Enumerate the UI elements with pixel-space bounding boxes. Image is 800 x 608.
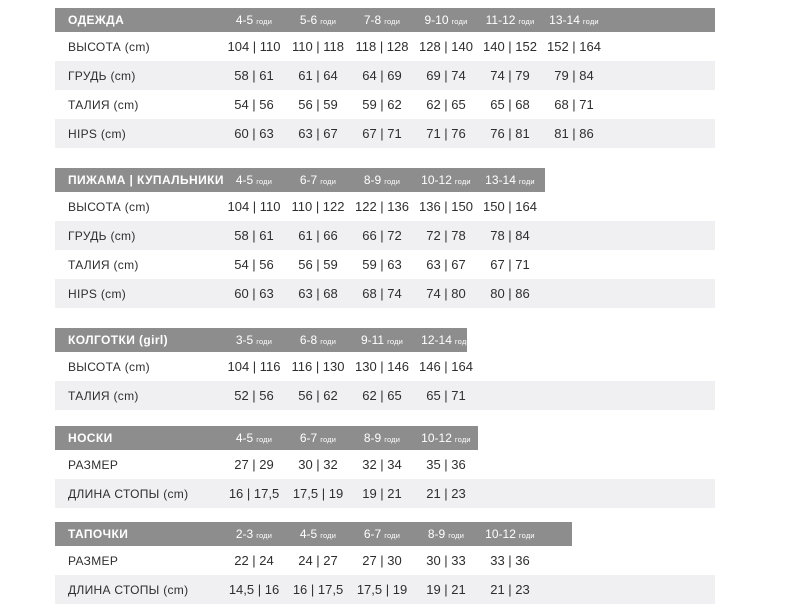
- size-table: [55, 522, 715, 604]
- size-value: 59 | 62: [362, 97, 402, 112]
- size-value: 71 | 76: [426, 126, 466, 141]
- table-row: [55, 61, 715, 90]
- table-header-row: [55, 8, 715, 32]
- size-value: 60 | 63: [234, 126, 274, 141]
- age-unit-label: годи: [454, 177, 471, 186]
- size-value: 65 | 71: [426, 388, 466, 403]
- size-value: 17,5 | 19: [356, 582, 408, 597]
- age-column-header: [222, 431, 286, 445]
- age-column-header: [414, 173, 478, 187]
- age-unit-label: годи: [582, 17, 599, 26]
- table-row: [55, 352, 715, 381]
- size-value: 110 | 118: [291, 39, 345, 54]
- age-range: 9-10: [424, 13, 449, 27]
- table-row: [55, 119, 715, 148]
- size-value: 146 | 164: [419, 359, 473, 374]
- row-label: ДЛИНА СТОПЫ (cm): [68, 582, 189, 597]
- age-column-header: [222, 13, 286, 27]
- age-unit-label: годи: [454, 435, 471, 444]
- size-table: [55, 168, 715, 308]
- table-row: [55, 450, 715, 479]
- size-value: 110 | 122: [291, 199, 345, 214]
- row-label: ГРУДЬ (cm): [68, 68, 136, 83]
- size-value: 140 | 152: [483, 39, 537, 54]
- size-value: 58 | 61: [234, 68, 274, 83]
- age-range: 4-5: [299, 527, 318, 541]
- size-value: 130 | 146: [355, 359, 409, 374]
- age-unit-label: годи: [256, 17, 273, 26]
- size-value: 74 | 79: [490, 68, 530, 83]
- size-value: 68 | 71: [554, 97, 594, 112]
- age-column-header: [222, 527, 286, 541]
- row-label: ВЫСОТА (cm): [68, 39, 150, 54]
- size-value: 21 | 23: [426, 486, 466, 501]
- age-range: 6-7: [299, 173, 318, 187]
- size-value: 63 | 68: [298, 286, 338, 301]
- row-label: ВЫСОТА (cm): [68, 359, 150, 374]
- row-label: HIPS (cm): [68, 286, 127, 301]
- size-charts-page: [55, 8, 715, 604]
- size-value: 64 | 69: [362, 68, 402, 83]
- table-row: [55, 90, 715, 119]
- row-label: ГРУДЬ (cm): [68, 228, 136, 243]
- size-value: 69 | 74: [426, 68, 466, 83]
- size-value: 61 | 64: [298, 68, 338, 83]
- row-label: ТАЛИЯ (cm): [68, 97, 139, 112]
- age-unit-label: годи: [384, 177, 401, 186]
- table-title: КОЛГОТКИ (girl): [68, 333, 169, 347]
- table-row: [55, 479, 715, 508]
- size-value: 30 | 33: [426, 553, 466, 568]
- size-value: 72 | 78: [426, 228, 466, 243]
- size-value: 136 | 150: [419, 199, 473, 214]
- age-unit-label: годи: [256, 177, 273, 186]
- age-unit-label: годи: [518, 17, 535, 26]
- size-value: 66 | 72: [362, 228, 402, 243]
- age-unit-label: годи: [387, 337, 404, 346]
- age-column-header: [350, 13, 414, 27]
- size-value: 30 | 32: [298, 457, 338, 472]
- size-value: 54 | 56: [234, 257, 274, 272]
- age-unit-label: годи: [320, 531, 337, 540]
- age-unit-label: годи: [384, 435, 401, 444]
- age-range: 10-12: [421, 431, 452, 445]
- size-value: 67 | 71: [490, 257, 530, 272]
- size-value: 68 | 74: [362, 286, 402, 301]
- size-value: 65 | 68: [490, 97, 530, 112]
- row-label: HIPS (cm): [68, 126, 127, 141]
- size-value: 22 | 24: [234, 553, 274, 568]
- size-value: 116 | 130: [291, 359, 345, 374]
- row-label: ВЫСОТА (cm): [68, 199, 150, 214]
- size-value: 152 | 164: [547, 39, 601, 54]
- age-range: 10-12: [485, 527, 516, 541]
- age-column-header: [286, 431, 350, 445]
- size-value: 118 | 128: [355, 39, 409, 54]
- size-value: 19 | 21: [426, 582, 466, 597]
- table-row: [55, 546, 715, 575]
- age-range: 4-5: [235, 13, 254, 27]
- size-value: 14,5 | 16: [228, 582, 280, 597]
- size-value: 81 | 86: [554, 126, 594, 141]
- age-unit-label: годи: [518, 531, 535, 540]
- size-value: 27 | 30: [362, 553, 402, 568]
- table-row: [55, 250, 715, 279]
- table-header-row: [55, 328, 715, 352]
- age-range: 6-7: [299, 431, 318, 445]
- size-value: 17,5 | 19: [292, 486, 344, 501]
- size-value: 54 | 56: [234, 97, 274, 112]
- age-range: 13-14: [485, 173, 516, 187]
- size-value: 56 | 59: [298, 257, 338, 272]
- age-unit-label: годи: [256, 531, 273, 540]
- size-value: 104 | 110: [227, 39, 281, 54]
- age-column-header: [222, 333, 286, 347]
- size-value: 21 | 23: [490, 582, 530, 597]
- age-range: 5-6: [299, 13, 318, 27]
- age-unit-label: годи: [454, 337, 471, 346]
- size-value: 32 | 34: [362, 457, 402, 472]
- size-value: 16 | 17,5: [228, 486, 280, 501]
- age-range: 3-5: [235, 333, 254, 347]
- size-value: 58 | 61: [234, 228, 274, 243]
- size-value: 122 | 136: [355, 199, 409, 214]
- size-value: 24 | 27: [298, 553, 338, 568]
- table-header-row: [55, 522, 715, 546]
- age-unit-label: годи: [384, 531, 401, 540]
- row-label: ТАЛИЯ (cm): [68, 388, 139, 403]
- age-unit-label: годи: [384, 17, 401, 26]
- age-unit-label: годи: [320, 337, 337, 346]
- row-label: РАЗМЕР: [68, 457, 119, 472]
- table-title: ОДЕЖДА: [68, 13, 125, 27]
- size-value: 128 | 140: [419, 39, 473, 54]
- size-value: 33 | 36: [490, 553, 530, 568]
- size-value: 62 | 65: [426, 97, 466, 112]
- table-header-row: [55, 168, 715, 192]
- age-column-header: [286, 173, 350, 187]
- age-range: 8-9: [363, 173, 382, 187]
- age-column-header: [286, 527, 350, 541]
- age-unit-label: годи: [448, 531, 465, 540]
- age-unit-label: годи: [256, 337, 273, 346]
- age-range: 6-8: [299, 333, 318, 347]
- age-range: 11-12: [485, 13, 516, 27]
- age-range: 4-5: [235, 173, 254, 187]
- age-unit-label: годи: [451, 17, 468, 26]
- age-unit-label: годи: [256, 435, 273, 444]
- age-column-header: [414, 431, 478, 445]
- table-row: [55, 279, 715, 308]
- size-value: 59 | 63: [362, 257, 402, 272]
- age-unit-label: годи: [320, 435, 337, 444]
- size-value: 63 | 67: [426, 257, 466, 272]
- table-row: [55, 192, 715, 221]
- age-range: 8-9: [363, 431, 382, 445]
- size-value: 52 | 56: [234, 388, 274, 403]
- age-range: 12-14: [421, 333, 452, 347]
- age-column-header: [286, 13, 350, 27]
- row-label: ДЛИНА СТОПЫ (cm): [68, 486, 189, 501]
- size-value: 150 | 164: [483, 199, 537, 214]
- age-column-header: [286, 333, 350, 347]
- age-column-header: [478, 173, 542, 187]
- age-range: 7-8: [363, 13, 382, 27]
- size-table: [55, 426, 715, 508]
- age-range: 9-11: [360, 333, 385, 347]
- age-range: 10-12: [421, 173, 452, 187]
- size-value: 35 | 36: [426, 457, 466, 472]
- size-value: 80 | 86: [490, 286, 530, 301]
- size-value: 74 | 80: [426, 286, 466, 301]
- age-column-header: [478, 13, 542, 27]
- size-value: 67 | 71: [362, 126, 402, 141]
- size-value: 56 | 62: [298, 388, 338, 403]
- row-label: РАЗМЕР: [68, 553, 119, 568]
- age-range: 13-14: [549, 13, 580, 27]
- size-charts: [55, 8, 715, 604]
- age-column-header: [350, 431, 414, 445]
- age-column-header: [414, 527, 478, 541]
- size-table: [55, 328, 715, 410]
- size-value: 79 | 84: [554, 68, 594, 83]
- size-value: 76 | 81: [490, 126, 530, 141]
- row-label: ТАЛИЯ (cm): [68, 257, 139, 272]
- age-column-header: [478, 527, 542, 541]
- table-row: [55, 32, 715, 61]
- age-unit-label: годи: [320, 177, 337, 186]
- age-column-header: [350, 173, 414, 187]
- table-row: [55, 381, 715, 410]
- age-range: 8-9: [427, 527, 446, 541]
- size-value: 62 | 65: [362, 388, 402, 403]
- age-column-header: [414, 13, 478, 27]
- size-value: 27 | 29: [234, 457, 274, 472]
- table-header-row: [55, 426, 715, 450]
- age-range: 6-7: [363, 527, 382, 541]
- size-value: 104 | 110: [227, 199, 281, 214]
- age-column-header: [414, 333, 478, 347]
- age-column-header: [222, 173, 286, 187]
- age-column-header: [350, 527, 414, 541]
- age-range: 4-5: [235, 431, 254, 445]
- size-value: 60 | 63: [234, 286, 274, 301]
- age-column-header: [542, 13, 606, 27]
- table-title: НОСКИ: [68, 431, 113, 445]
- table-title: ПИЖАМА | КУПАЛЬНИКИ: [68, 173, 224, 187]
- size-value: 63 | 67: [298, 126, 338, 141]
- age-range: 2-3: [235, 527, 254, 541]
- table-title: ТАПОЧКИ: [68, 527, 129, 541]
- size-value: 19 | 21: [362, 486, 402, 501]
- size-value: 78 | 84: [490, 228, 530, 243]
- size-value: 56 | 59: [298, 97, 338, 112]
- size-value: 61 | 66: [298, 228, 338, 243]
- age-unit-label: годи: [320, 17, 337, 26]
- size-table: [55, 8, 715, 148]
- size-value: 104 | 116: [227, 359, 281, 374]
- age-column-header: [350, 333, 414, 347]
- size-value: 16 | 17,5: [292, 582, 344, 597]
- age-unit-label: годи: [518, 177, 535, 186]
- table-row: [55, 221, 715, 250]
